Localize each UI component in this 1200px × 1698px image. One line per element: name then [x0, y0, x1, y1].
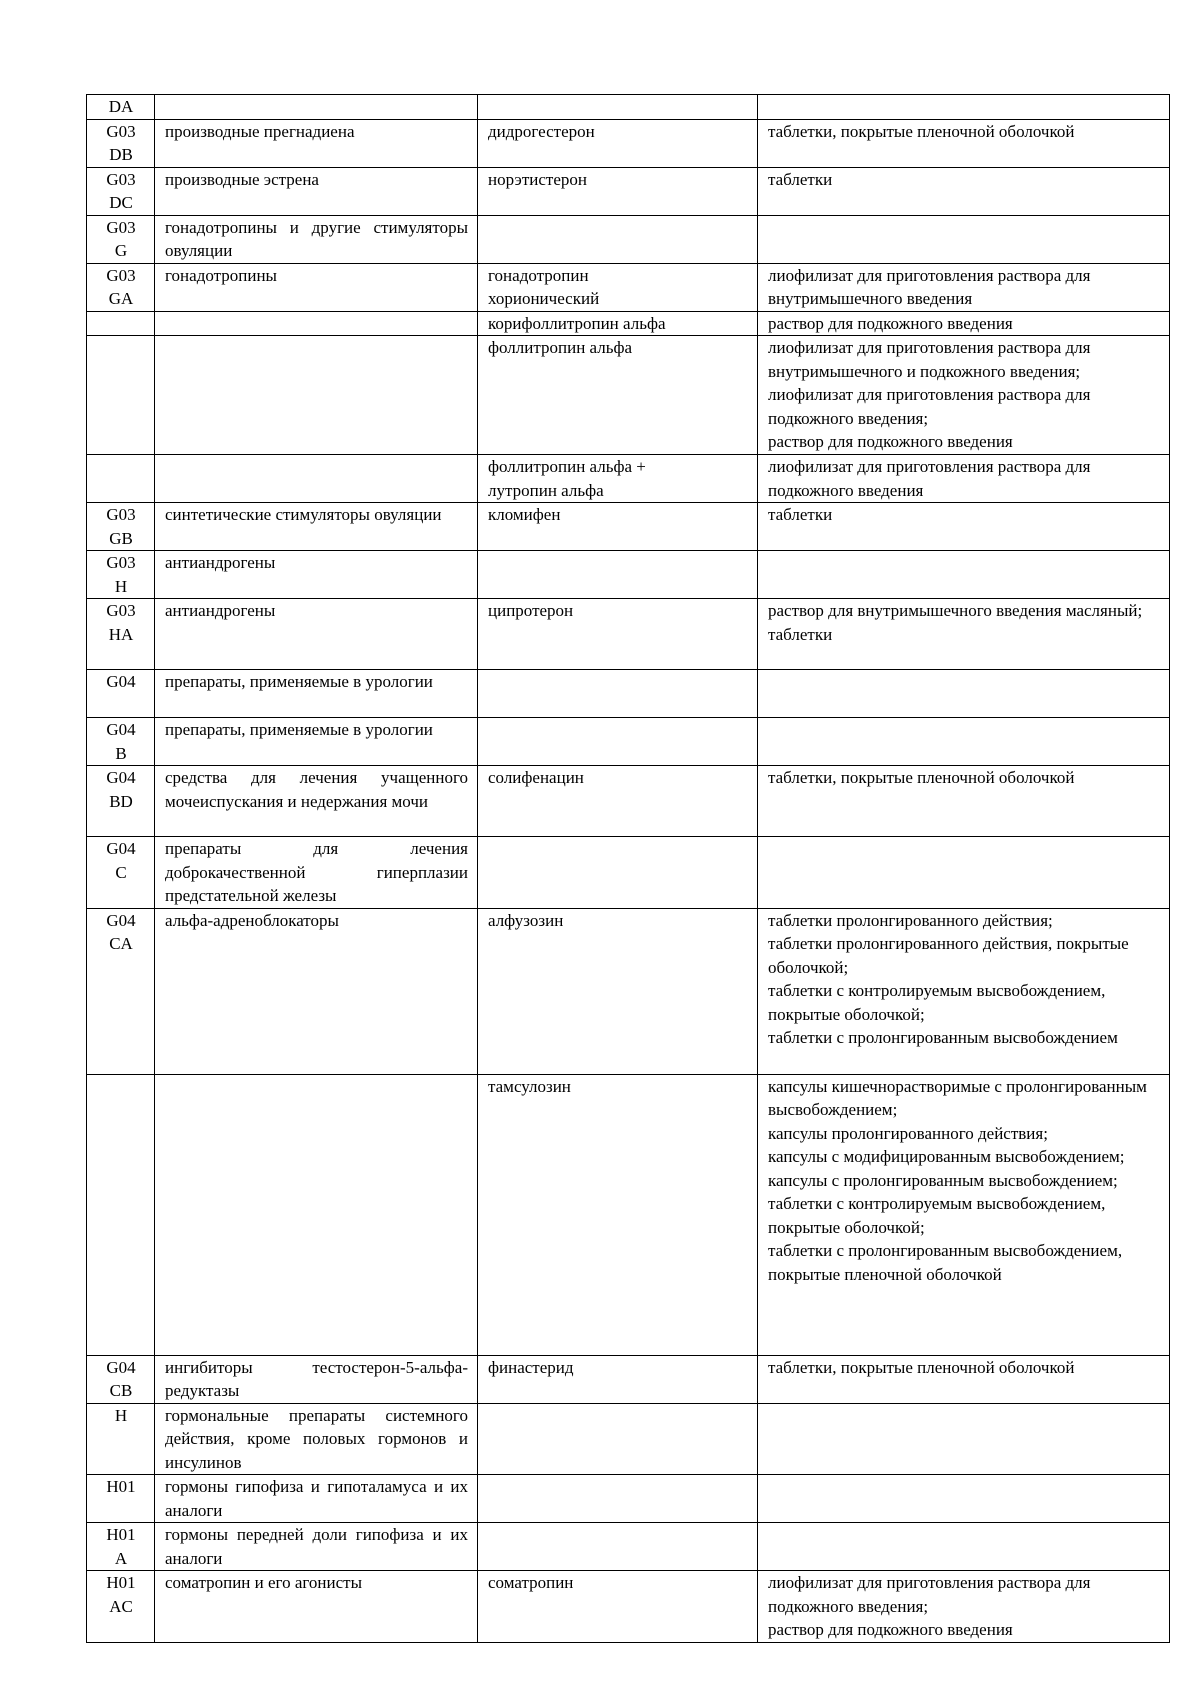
drug-list-table [86, 94, 1170, 1643]
table-row [87, 119, 1170, 167]
atc-group-name-cell: гонадотропины [155, 263, 478, 311]
table-row [87, 336, 1170, 455]
table-row [87, 908, 1170, 1074]
table-row [87, 455, 1170, 503]
atc-code-cell: G03 DC [87, 167, 155, 215]
table-row [87, 1403, 1170, 1475]
atc-code-cell: G03 GB [87, 503, 155, 551]
dosage-forms-cell [758, 1523, 1170, 1571]
atc-group-name-cell: препараты для лечения доброкачественной гиперплазии предстательной железы [155, 837, 478, 909]
drug-name-cell: дидрогестерон [478, 119, 758, 167]
atc-group-name-cell: альфа-адреноблокаторы [155, 908, 478, 1074]
drug-name-cell: финастерид [478, 1355, 758, 1403]
drug-name-cell: фоллитропин альфа [478, 336, 758, 455]
atc-group-name-cell [155, 95, 478, 120]
table-row [87, 1523, 1170, 1571]
dosage-forms-cell: таблетки [758, 167, 1170, 215]
drug-name-cell: алфузозин [478, 908, 758, 1074]
dosage-forms-cell [758, 551, 1170, 599]
drug-name-cell [478, 670, 758, 718]
atc-code-cell: G03 DB [87, 119, 155, 167]
table-row [87, 670, 1170, 718]
atc-group-name-cell: синтетические стимуляторы овуляции [155, 503, 478, 551]
drug-name-cell [478, 551, 758, 599]
atc-code-cell: H01 A [87, 1523, 155, 1571]
dosage-forms-cell: раствор для внутримышечного введения масляный; таблетки [758, 599, 1170, 670]
table-row [87, 95, 1170, 120]
dosage-forms-cell: раствор для подкожного введения [758, 311, 1170, 336]
table-row [87, 311, 1170, 336]
atc-code-cell: G04 [87, 670, 155, 718]
atc-group-name-cell: ингибиторы тестостерон-5-альфа-редуктазы [155, 1355, 478, 1403]
drug-name-cell: кломифен [478, 503, 758, 551]
atc-code-cell [87, 311, 155, 336]
dosage-forms-cell: лиофилизат для приготовления раствора для внутримышечного и подкожного введения; лиофилизат для приготовления раствора для подкожного введения; раствор для подкожного введения [758, 336, 1170, 455]
table-row [87, 1571, 1170, 1643]
drug-name-cell: соматропин [478, 1571, 758, 1643]
atc-group-name-cell: антиандрогены [155, 599, 478, 670]
atc-code-cell: DA [87, 95, 155, 120]
atc-code-cell: H [87, 1403, 155, 1475]
atc-group-name-cell [155, 311, 478, 336]
dosage-forms-cell: лиофилизат для приготовления раствора для внутримышечного введения [758, 263, 1170, 311]
drug-name-cell: тамсулозин [478, 1074, 758, 1355]
drug-name-cell: ципротерон [478, 599, 758, 670]
atc-code-cell [87, 455, 155, 503]
atc-group-name-cell: гормоны гипофиза и гипоталамуса и их аналоги [155, 1475, 478, 1523]
dosage-forms-cell [758, 670, 1170, 718]
atc-code-cell: H01 AC [87, 1571, 155, 1643]
atc-group-name-cell: производные эстрена [155, 167, 478, 215]
atc-code-cell: G04 CB [87, 1355, 155, 1403]
dosage-forms-cell [758, 215, 1170, 263]
dosage-forms-cell: лиофилизат для приготовления раствора для подкожного введения; раствор для подкожного введения [758, 1571, 1170, 1643]
dosage-forms-cell: таблетки, покрытые пленочной оболочкой [758, 1355, 1170, 1403]
drug-name-cell [478, 215, 758, 263]
atc-code-cell [87, 336, 155, 455]
atc-group-name-cell: гормоны передней доли гипофиза и их аналоги [155, 1523, 478, 1571]
dosage-forms-cell [758, 718, 1170, 766]
table-body [87, 95, 1170, 1643]
atc-code-cell: G04 BD [87, 766, 155, 837]
table-row [87, 837, 1170, 909]
drug-name-cell: фоллитропин альфа + лутропин альфа [478, 455, 758, 503]
table-row [87, 215, 1170, 263]
table-row [87, 551, 1170, 599]
dosage-forms-cell [758, 95, 1170, 120]
atc-group-name-cell: средства для лечения учащенного мочеиспускания и недержания мочи [155, 766, 478, 837]
drug-name-cell: гонадотропин хорионический [478, 263, 758, 311]
dosage-forms-cell: таблетки [758, 503, 1170, 551]
drug-name-cell [478, 95, 758, 120]
atc-group-name-cell [155, 455, 478, 503]
table-row [87, 599, 1170, 670]
table-row [87, 1355, 1170, 1403]
drug-name-cell: норэтистерон [478, 167, 758, 215]
atc-group-name-cell: производные прегнадиена [155, 119, 478, 167]
table-row [87, 1074, 1170, 1355]
atc-code-cell: G03 HA [87, 599, 155, 670]
table-row [87, 718, 1170, 766]
atc-group-name-cell: препараты, применяемые в урологии [155, 670, 478, 718]
drug-name-cell [478, 837, 758, 909]
dosage-forms-cell [758, 1403, 1170, 1475]
dosage-forms-cell: таблетки, покрытые пленочной оболочкой [758, 766, 1170, 837]
dosage-forms-cell: капсулы кишечнорастворимые с пролонгированным высвобождением; капсулы пролонгированного действия; капсулы с модифицированным высвобождением; капсулы с пролонгированным высвобождением; таблетки с контролируемым высвобождением, покрытые оболочкой; таблетки с пролонгированным высвобождением, покрытые пленочной оболочкой [758, 1074, 1170, 1355]
dosage-forms-cell: лиофилизат для приготовления раствора для подкожного введения [758, 455, 1170, 503]
atc-group-name-cell: гормональные препараты системного действия, кроме половых гормонов и инсулинов [155, 1403, 478, 1475]
atc-code-cell: G03 GA [87, 263, 155, 311]
drug-name-cell [478, 718, 758, 766]
dosage-forms-cell [758, 837, 1170, 909]
atc-group-name-cell [155, 1074, 478, 1355]
atc-group-name-cell: препараты, применяемые в урологии [155, 718, 478, 766]
drug-name-cell [478, 1523, 758, 1571]
atc-group-name-cell: антиандрогены [155, 551, 478, 599]
dosage-forms-cell [758, 1475, 1170, 1523]
table-row [87, 167, 1170, 215]
atc-code-cell: G03 H [87, 551, 155, 599]
atc-group-name-cell: соматропин и его агонисты [155, 1571, 478, 1643]
table-row [87, 503, 1170, 551]
drug-name-cell [478, 1403, 758, 1475]
atc-code-cell: G04 B [87, 718, 155, 766]
table-row [87, 1475, 1170, 1523]
drug-name-cell: корифоллитропин альфа [478, 311, 758, 336]
atc-code-cell: G04 CA [87, 908, 155, 1074]
atc-code-cell: G04 C [87, 837, 155, 909]
atc-code-cell: G03 G [87, 215, 155, 263]
dosage-forms-cell: таблетки пролонгированного действия; таблетки пролонгированного действия, покрытые оболочкой; таблетки с контролируемым высвобождением, покрытые оболочкой; таблетки с пролонгированным высвобождением [758, 908, 1170, 1074]
atc-group-name-cell: гонадотропины и другие стимуляторы овуляции [155, 215, 478, 263]
drug-name-cell: солифенацин [478, 766, 758, 837]
atc-code-cell: H01 [87, 1475, 155, 1523]
atc-code-cell [87, 1074, 155, 1355]
table-row [87, 263, 1170, 311]
dosage-forms-cell: таблетки, покрытые пленочной оболочкой [758, 119, 1170, 167]
table-row [87, 766, 1170, 837]
drug-name-cell [478, 1475, 758, 1523]
atc-group-name-cell [155, 336, 478, 455]
